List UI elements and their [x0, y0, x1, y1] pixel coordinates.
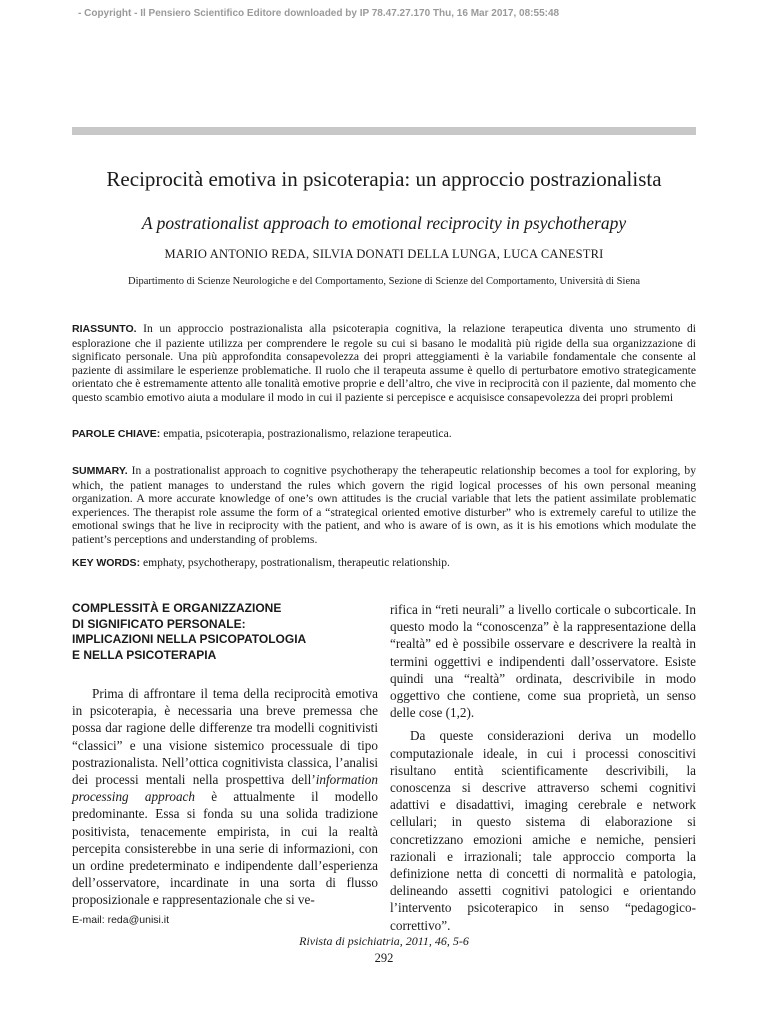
parole-chiave [72, 427, 696, 442]
italic-term: information processing approach [72, 772, 378, 805]
parole-chiave-label: PAROLE CHIAVE: [72, 428, 161, 440]
summary-text: In a postrationalist approach to cognitive psychotherapy the teherapeutic relationship becomes a tool for exploring, by which, the patient manages to understand the rules which govern the rigid logical processes of his own personal meaning organization. A more accurate knowledge of one’s own attitudes is the crucial variable that lets the patient assimilate problematic experiences. The therapist role assume the form of a “strategical oriented emotive disturber” who is extremely careful to utilize the emotional swings that he live in reciprocity with the patient, and who is aware of is own, as it is his emotions which modulate the patient’s perceptions and understanding of problems. [72, 464, 696, 546]
paragraph-1-text-cont: è attualmente il modello predominante. Essa si fonda su una solida tradizione positivista, tenacemente empirista, in cui la realtà percepita consisterebbe in una serie di informazioni, con un ordine predeterminato e indipendente dall’esperienza dell’osservatore, incardinate in una sorta di flusso proposizionale e rappresentazionale che si ve- [72, 789, 378, 908]
body-paragraph-2: Da queste considerazioni deriva un modello computazionale ideale, in cui i processi conoscitivi risultano entità scientificamente descrivibili, la conoscenza si descrive attraverso schemi cognitivi adattivi e disadattivi, imaging cerebrale e network cellulari; in questo sistema di elaborazione si concretizzano emozioni amiche e nemiche, pensieri razionali e irrazionali; tale approccio comporta la definizione netta di concetti di normalità e patologia, delineando assetti cognitivi patologici e orientando l’intervento psicoterapico in senso “pedagogico-correttivo”. [390, 728, 696, 933]
section-heading-line: IMPLICAZIONI NELLA PSICOPATOLOGIA [72, 632, 307, 646]
section-heading-line: E NELLA PSICOTERAPIA [72, 647, 217, 662]
email-footnote: E-mail: reda@unisi.it [72, 914, 170, 926]
section-heading-line: COMPLESSITÀ E ORGANIZZAZIONE [72, 601, 282, 615]
body-column-left [72, 601, 378, 909]
riassunto-label: RIASSUNTO. [72, 323, 137, 335]
article-subtitle: A postrationalist approach to emotional reciprocity in psychotherapy [141, 213, 627, 233]
paragraph-1-text: Prima di affrontare il tema della reciprocità emotiva in psicoterapia, è necessaria una breve premessa che possa dar ragione delle differenze tra modelli cognitivisti “classici” e una visione sistemico processuale di tipo postrazionalista. Nell’ottica cognitivista classica, l’analisi dei processi mentali nella prospettiva dell’ [72, 686, 378, 788]
journal-citation: Rivista di psichiatria, 2011, 46, 5-6 [299, 934, 469, 948]
riassunto-text: In un approccio postrazionalista alla psicoterapia cognitiva, la relazione terapeutica diventa uno strumento di esplorazione che il paziente utilizza per comprendere le regole su cui si basano le modalità più rigide della sua organizzazione di significato personale. Una più approfondita consapevolezza dei propri atteggiamenti è la variabile fondamentale che consente al paziente di assimilare le esperienze problematiche. Il ruolo che il terapeuta assume è quello di perturbatore emotivo strategicamente orientato che è estremamente attento alle tonalità emotive proprie e dell’altro, che vive in reciprocità con il paziente, dal momento che questo scambio emotivo aiuta a modulare il modo in cui il paziente si percepisce e acquisisce consapevolezza dei propri problemi [72, 322, 696, 404]
header-rule [72, 127, 696, 135]
body-column-right [390, 601, 696, 934]
summary-abstract [72, 464, 696, 547]
body-paragraph-1-continued [390, 601, 696, 721]
affiliation: Dipartimento di Scienze Neurologiche e del Comportamento, Sezione di Scienze del Comportamento, Università di Siena [127, 276, 641, 287]
parole-chiave-text: empatia, psicoterapia, postrazionalismo, relazione terapeutica. [163, 427, 452, 440]
paragraph-1-continued-text: rifica in “reti neurali” a livello corticale o subcorticale. In questo modo la “conoscenza” è la rappresentazione della “realtà” ed è possibile osservare e descrivere la realtà in termini oggettivi e indipendenti dall’osservatore. Esiste quindi una “realtà” ordinata, descrivibile in modo oggettivo che contiene, come sua proprietà, un senso delle cose (1,2). [390, 602, 696, 721]
summary-label: SUMMARY. [72, 465, 128, 477]
page-number: 292 [374, 951, 394, 965]
riassunto-abstract [72, 322, 696, 405]
section-heading [72, 601, 378, 663]
key-words-text: emphaty, psychotherapy, postrationalism, therapeutic relationship. [142, 556, 450, 569]
body-paragraph-1 [72, 685, 378, 909]
key-words-label: KEY WORDS: [72, 557, 141, 569]
article-title: Reciprocità emotiva in psicoterapia: un approccio postrazionalista [106, 167, 662, 191]
section-heading-line: DI SIGNIFICATO PERSONALE: [72, 616, 246, 631]
key-words [72, 556, 696, 571]
copyright-watermark: - Copyright - Il Pensiero Scientifico Editore downloaded by IP 78.47.27.170 Thu, 16 Mar 2017, 08:55:48 [78, 8, 560, 19]
authors: MARIO ANTONIO REDA, SILVIA DONATI DELLA LUNGA, LUCA CANESTRI [164, 247, 604, 261]
